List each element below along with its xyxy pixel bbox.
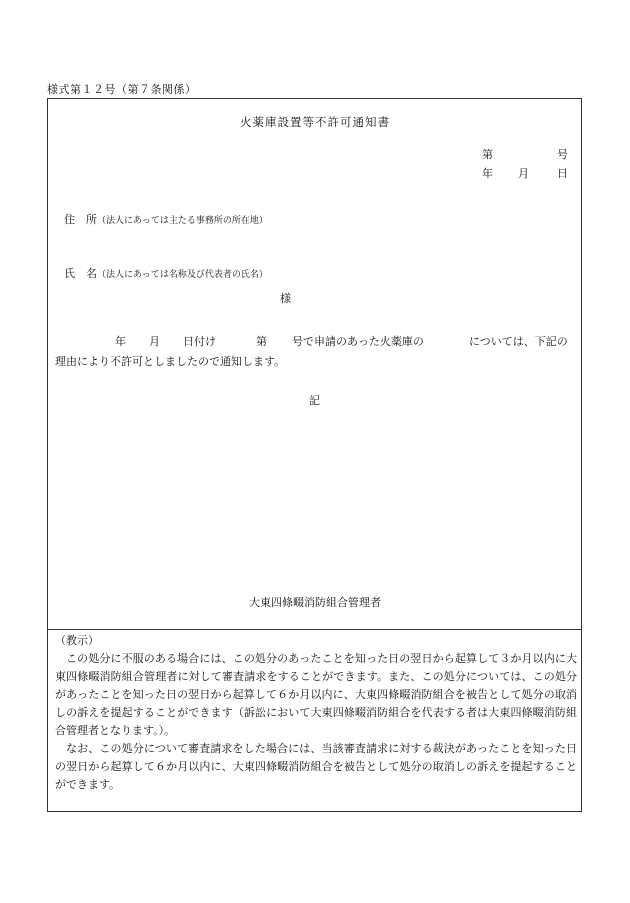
body-reason-text: 理由により不許可としましたので通知します。 <box>55 355 286 368</box>
name-label: 氏 名 <box>64 267 97 280</box>
address-field <box>64 211 268 227</box>
address-label: 住 所 <box>64 213 97 226</box>
name-note: （法人にあっては名称及び代表者の氏名） <box>97 270 268 280</box>
document-title: 火薬庫設置等不許可通知書 <box>240 115 390 129</box>
instructions-heading: （教示） <box>55 634 99 647</box>
body-dated: 日付け <box>183 335 216 348</box>
body-year: 年 <box>115 335 126 348</box>
ki-heading: 記 <box>309 394 320 407</box>
name-field <box>64 265 268 281</box>
number-dai: 第 <box>482 148 493 161</box>
honorific-sama: 様 <box>280 292 291 305</box>
form-number-label: 様式第１２号（第７条関係） <box>47 83 197 96</box>
address-note: （法人にあっては主たる事務所の所在地） <box>97 216 268 226</box>
date-year: 年 <box>482 167 493 180</box>
body-application-text: 号で申請のあった火薬庫の <box>292 335 424 348</box>
instructions-section <box>55 632 577 794</box>
date-month: 月 <box>518 167 529 180</box>
instructions-divider <box>47 629 582 630</box>
body-dai: 第 <box>256 335 267 348</box>
number-go: 号 <box>557 148 568 161</box>
body-tail-text: については、下記の <box>469 335 568 348</box>
date-day: 日 <box>557 167 568 180</box>
instructions-paragraph-2: なお、この処分について審査請求をした場合には、当該審査請求に対する裁決があったことを知った日の翌日から起算して６か月以内に、大東四條畷消防組合を被告として処分の取消しの訴えを提起することができます。 <box>55 742 577 791</box>
instructions-paragraph-1: この処分に不服のある場合には、この処分のあったことを知った日の翌日から起算して３か月以内に大東四條畷消防組合管理者に対して審査請求をすることができます。また、この処分については、この処分があったことを知った日の翌日から起算して６か月以内に、大東四條畷消防組合を被告として処分の取消しの訴えを提起することができます（訴訟において大東四條畷消防組合を代表する者は大東四條畷消防組合管理者となります。）。 <box>55 652 577 737</box>
body-month: 月 <box>149 335 160 348</box>
issuer-name: 大東四條畷消防組合管理者 <box>249 596 381 609</box>
